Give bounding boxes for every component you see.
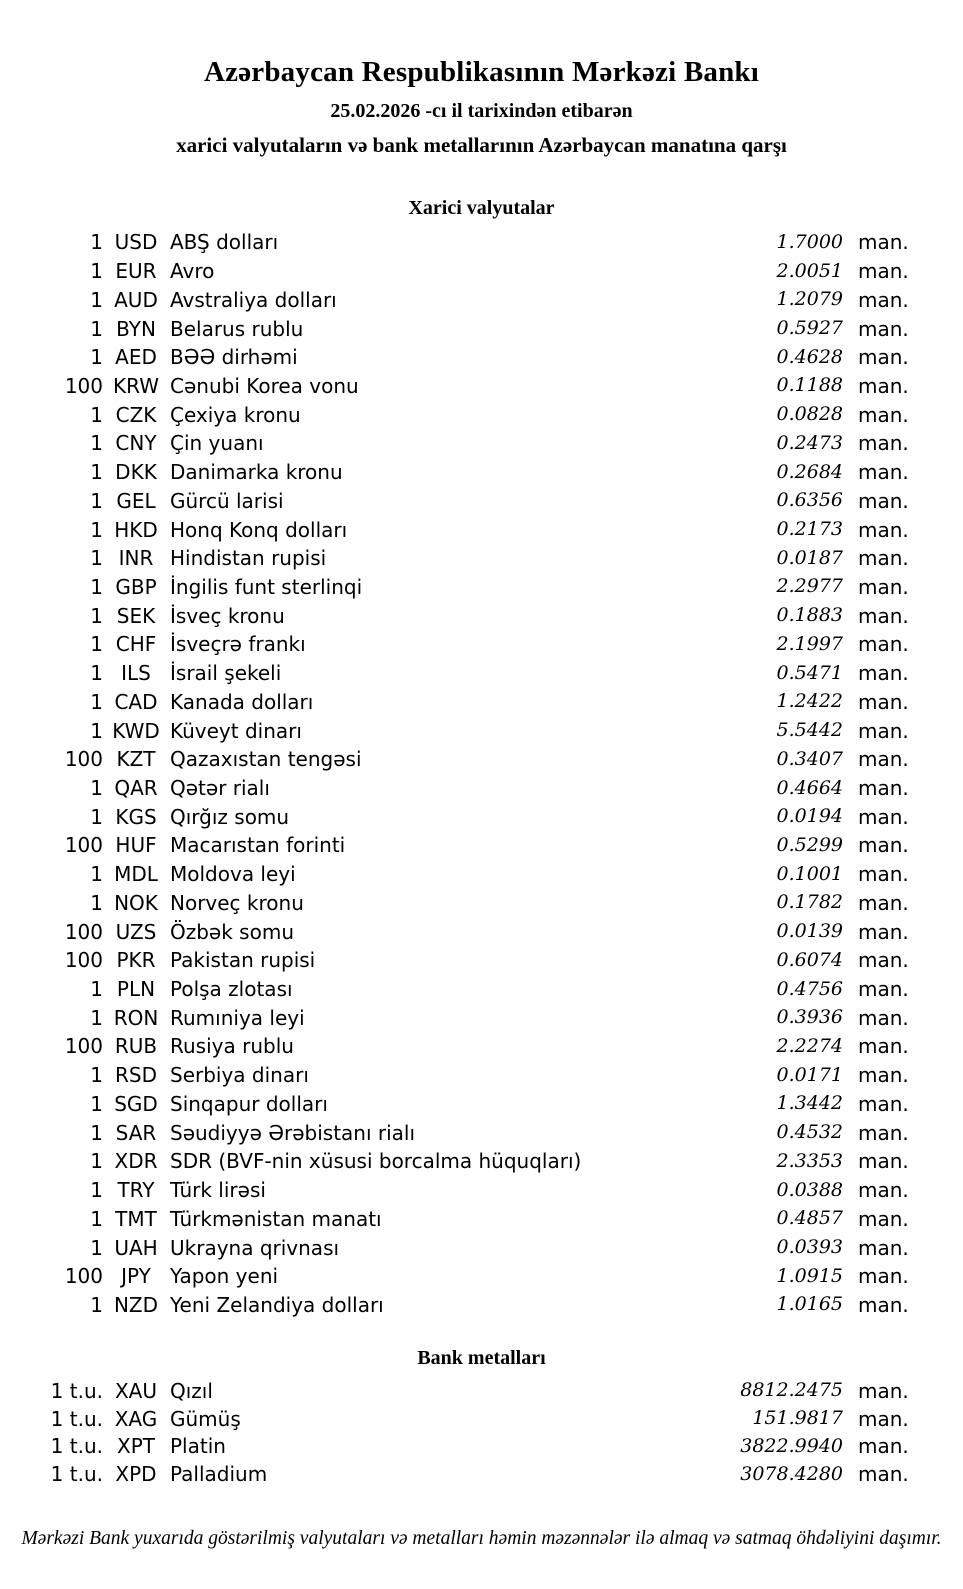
currency-row — [0, 1032, 963, 1061]
currency-row-rate: 1.2079 — [776, 288, 843, 311]
currency-row-name: BƏƏ dirhəmi — [170, 345, 298, 370]
currency-row-name: Yapon yeni — [170, 1264, 279, 1289]
currency-row-qty: 100 — [64, 919, 103, 944]
currency-row-qty: 1 — [90, 574, 103, 599]
currency-row-unit: man. — [858, 1292, 909, 1317]
currency-row-code: SAR — [115, 1120, 157, 1145]
currency-row-unit: man. — [858, 345, 909, 370]
metal-row — [0, 1433, 963, 1461]
metal-row-qty: 1 t.u. — [50, 1378, 103, 1403]
currency-row — [0, 400, 963, 429]
currency-row-name: Avstraliya dolları — [170, 287, 337, 312]
currency-row — [0, 946, 963, 975]
currency-row-name: Norveç kronu — [170, 890, 304, 915]
currency-row-unit: man. — [858, 1178, 909, 1203]
currency-row-name: İsveçrə frankı — [170, 632, 306, 657]
currency-row-qty: 1 — [90, 517, 103, 542]
currency-row-rate: 0.0139 — [776, 920, 843, 943]
currency-row-unit: man. — [858, 230, 909, 255]
currency-row-rate: 0.4664 — [776, 776, 843, 799]
currency-row-rate: 2.1997 — [776, 632, 843, 655]
currency-row-name: Gürcü larisi — [170, 488, 284, 513]
currency-row-unit: man. — [858, 1235, 909, 1260]
metal-row-name: Platin — [170, 1434, 226, 1459]
currency-row-qty: 1 — [90, 431, 103, 456]
currency-row-code: INR — [118, 546, 154, 571]
currency-row-unit: man. — [858, 948, 909, 973]
page-title: Azərbaycan Respublikasının Mərkəzi Bankı — [203, 56, 760, 88]
currency-row-unit: man. — [858, 488, 909, 513]
currency-row-unit: man. — [858, 1091, 909, 1116]
currency-row-qty: 100 — [64, 747, 103, 772]
currency-row-qty: 1 — [90, 661, 103, 686]
currencies-table — [0, 228, 963, 1319]
currency-row-unit: man. — [858, 1005, 909, 1030]
currency-row-name: Ukrayna qrivnası — [170, 1235, 340, 1260]
currency-row-qty: 1 — [90, 1206, 103, 1231]
currency-row-unit: man. — [858, 1063, 909, 1088]
currency-row-rate: 1.0915 — [776, 1264, 843, 1287]
currency-row-name: İsrail şekeli — [170, 661, 282, 686]
currency-row — [0, 917, 963, 946]
currency-row-name: Hindistan rupisi — [170, 546, 327, 571]
currency-row — [0, 802, 963, 831]
metal-row-name: Gümüş — [170, 1406, 241, 1431]
currency-row — [0, 429, 963, 458]
metal-row-name: Palladium — [170, 1462, 268, 1487]
currency-row-code: CNY — [115, 431, 157, 456]
currency-row — [0, 573, 963, 602]
currency-row-code: DKK — [115, 460, 157, 485]
currency-row-name: Macarıstan forinti — [170, 833, 346, 858]
disclaimer-note: Mərkəzi Bank yuxarıda göstərilmiş valyutaları və metalları həmin məzənnələr ilə almaq və satmaq öhdəliyini daşımır. — [21, 1528, 942, 1549]
metal-row-code: XAU — [114, 1378, 158, 1403]
currency-row-name: Qazaxıstan tengəsi — [170, 747, 362, 772]
currency-row-unit: man. — [858, 776, 909, 801]
currency-row-name: Yeni Zelandiya dolları — [170, 1292, 384, 1317]
currency-row-name: Qırğız somu — [170, 804, 290, 829]
currency-row-rate: 0.1782 — [776, 891, 843, 914]
currency-row-rate: 0.5927 — [776, 317, 843, 340]
currency-row-code: HUF — [115, 833, 157, 858]
currency-row-qty: 100 — [64, 1034, 103, 1059]
currency-row-qty: 1 — [90, 862, 103, 887]
currency-row-unit: man. — [858, 1034, 909, 1059]
currency-row — [0, 831, 963, 860]
currency-row-unit: man. — [858, 603, 909, 628]
currency-row-rate: 0.3407 — [776, 747, 843, 770]
currency-row-rate: 2.2274 — [776, 1034, 843, 1057]
currency-row-name: Avro — [170, 259, 215, 284]
currency-row — [0, 285, 963, 314]
currency-row-unit: man. — [858, 402, 909, 427]
currency-row-qty: 100 — [64, 948, 103, 973]
currency-row-qty: 100 — [64, 833, 103, 858]
currency-row-rate: 5.5442 — [776, 719, 843, 742]
currency-row-rate: 0.1001 — [776, 862, 843, 885]
currency-row-unit: man. — [858, 661, 909, 686]
currency-row-code: ILS — [121, 661, 151, 686]
currency-row-code: KZT — [116, 747, 156, 772]
currency-row — [0, 601, 963, 630]
currency-row — [0, 688, 963, 717]
currency-row-qty: 1 — [90, 804, 103, 829]
metal-row-code: XAG — [114, 1406, 158, 1431]
currency-row — [0, 860, 963, 889]
currency-row-rate: 0.0393 — [776, 1236, 843, 1259]
currency-row-name: Türk lirəsi — [170, 1178, 266, 1203]
metal-row-rate: 3078.4280 — [740, 1462, 843, 1485]
currency-row-qty: 100 — [64, 373, 103, 398]
currency-row-unit: man. — [858, 919, 909, 944]
currency-row — [0, 486, 963, 515]
currency-row-name: Kanada dolları — [170, 689, 314, 714]
currency-row-unit: man. — [858, 460, 909, 485]
currency-row-code: HKD — [114, 517, 158, 542]
currency-row-code: KRW — [113, 373, 159, 398]
currency-row-rate: 0.0194 — [776, 805, 843, 828]
currency-row-qty: 1 — [90, 230, 103, 255]
metal-row — [0, 1405, 963, 1433]
currency-row-qty: 1 — [90, 689, 103, 714]
currency-row-code: NZD — [113, 1292, 159, 1317]
currency-row-qty: 1 — [90, 460, 103, 485]
currency-row-qty: 1 — [90, 1120, 103, 1145]
currency-row-qty: 1 — [90, 1005, 103, 1030]
currency-row-rate: 0.2473 — [776, 431, 843, 454]
metal-row-qty: 1 t.u. — [50, 1462, 103, 1487]
currency-row-name: Rumıniya leyi — [170, 1005, 305, 1030]
currency-row-unit: man. — [858, 1120, 909, 1145]
currency-row-rate: 0.0828 — [776, 403, 843, 426]
currency-row-code: GBP — [115, 574, 157, 599]
currency-row-qty: 100 — [64, 1264, 103, 1289]
currency-row-qty: 1 — [90, 1178, 103, 1203]
metal-row-code: XPD — [115, 1462, 157, 1487]
currency-row-name: Danimarka kronu — [170, 460, 343, 485]
currency-row — [0, 1291, 963, 1320]
currency-row — [0, 774, 963, 803]
currency-row-qty: 1 — [90, 345, 103, 370]
currency-row-qty: 1 — [90, 776, 103, 801]
currency-row-name: Serbiya dinarı — [170, 1063, 309, 1088]
metal-row-unit: man. — [858, 1406, 909, 1431]
currency-row-unit: man. — [858, 259, 909, 284]
currency-row-code: SGD — [114, 1091, 158, 1116]
currency-row-rate: 0.6074 — [776, 948, 843, 971]
currency-row-code: SEK — [116, 603, 156, 628]
currency-row-code: NOK — [114, 890, 158, 915]
currency-row-code: EUR — [115, 259, 157, 284]
currency-row-name: Qətər rialı — [170, 776, 270, 801]
currency-row-code: TMT — [115, 1206, 157, 1231]
currency-row-unit: man. — [858, 632, 909, 657]
currency-row — [0, 458, 963, 487]
currency-row-name: SDR (BVF-nin xüsusi borcalma hüquqları) — [170, 1149, 582, 1174]
currency-row-unit: man. — [858, 977, 909, 1002]
currency-row-name: ABŞ dolları — [170, 230, 279, 255]
currency-row — [0, 1090, 963, 1119]
currency-row — [0, 889, 963, 918]
currency-row-qty: 1 — [90, 1149, 103, 1174]
currency-row-code: RON — [113, 1005, 159, 1030]
currency-row-name: Moldova leyi — [170, 862, 296, 887]
currency-row-qty: 1 — [90, 632, 103, 657]
currency-row — [0, 1147, 963, 1176]
currency-row-rate: 0.4532 — [776, 1121, 843, 1144]
currency-row-code: CZK — [115, 402, 157, 427]
currency-row-rate: 0.4857 — [776, 1207, 843, 1230]
currency-row-name: Honq Konq dolları — [170, 517, 348, 542]
currency-row-qty: 1 — [90, 977, 103, 1002]
metal-row-qty: 1 t.u. — [50, 1406, 103, 1431]
currency-row-code: PKR — [116, 948, 156, 973]
currency-row-qty: 1 — [90, 1292, 103, 1317]
currency-row-name: Sinqapur dolları — [170, 1091, 328, 1116]
currency-row-code: AED — [115, 345, 157, 370]
currency-row-name: Cənubi Korea vonu — [170, 373, 359, 398]
currency-row-unit: man. — [858, 1206, 909, 1231]
currency-row-unit: man. — [858, 431, 909, 456]
currency-row-unit: man. — [858, 1149, 909, 1174]
currency-row-unit: man. — [858, 517, 909, 542]
currency-row-qty: 1 — [90, 259, 103, 284]
currency-row-qty: 1 — [90, 287, 103, 312]
currency-row-rate: 0.4756 — [776, 977, 843, 1000]
metal-row-name: Qızıl — [170, 1378, 213, 1403]
effective-date: 25.02.2026 -cı il tarixindən etibarən — [330, 100, 633, 122]
currency-row-code: MDL — [114, 862, 158, 887]
currency-row-rate: 1.2422 — [776, 690, 843, 713]
currency-row — [0, 515, 963, 544]
currency-row-unit: man. — [858, 833, 909, 858]
currency-row — [0, 1233, 963, 1262]
currency-row-name: Çin yuanı — [170, 431, 264, 456]
currency-row-code: UZS — [115, 919, 157, 944]
currency-row-qty: 1 — [90, 546, 103, 571]
currency-row-code: RSD — [115, 1063, 157, 1088]
currency-row-unit: man. — [858, 804, 909, 829]
currency-row-unit: man. — [858, 574, 909, 599]
currency-row — [0, 1003, 963, 1032]
currency-row-rate: 0.1883 — [776, 604, 843, 627]
currency-row-name: İngilis funt sterlinqi — [170, 574, 363, 599]
currency-row — [0, 314, 963, 343]
currency-row-name: Pakistan rupisi — [170, 948, 316, 973]
currency-row-code: PLN — [116, 977, 156, 1002]
currency-row-name: Polşa zlotası — [170, 977, 293, 1002]
metal-row — [0, 1377, 963, 1405]
metal-row-unit: man. — [858, 1434, 909, 1459]
metal-row-rate: 3822.9940 — [740, 1434, 843, 1457]
currency-row-rate: 2.0051 — [776, 259, 843, 282]
currency-row-unit: man. — [858, 373, 909, 398]
currency-row — [0, 544, 963, 573]
metal-row-rate: 8812.2475 — [740, 1379, 843, 1402]
currency-row-unit: man. — [858, 546, 909, 571]
currency-row — [0, 228, 963, 257]
currency-row-rate: 0.3936 — [776, 1006, 843, 1029]
currency-row — [0, 343, 963, 372]
currency-row-code: GEL — [116, 488, 156, 513]
currency-row-code: TRY — [117, 1178, 155, 1203]
currency-row-code: AUD — [114, 287, 158, 312]
currency-row-qty: 1 — [90, 402, 103, 427]
currency-row-rate: 0.1188 — [776, 374, 843, 397]
currency-row-rate: 0.0171 — [776, 1063, 843, 1086]
currency-row-name: İsveç kronu — [170, 603, 285, 628]
currency-row-unit: man. — [858, 890, 909, 915]
currency-row — [0, 975, 963, 1004]
currency-row — [0, 372, 963, 401]
currency-row-name: Rusiya rublu — [170, 1034, 294, 1059]
metals-table — [0, 1377, 963, 1488]
currency-row-rate: 0.5299 — [776, 833, 843, 856]
metal-row-unit: man. — [858, 1462, 909, 1487]
currency-row-unit: man. — [858, 1264, 909, 1289]
currency-row-code: CHF — [115, 632, 157, 657]
currency-row-rate: 2.2977 — [776, 575, 843, 598]
currency-row-rate: 1.7000 — [776, 230, 843, 253]
currency-row — [0, 1176, 963, 1205]
currency-row-qty: 1 — [90, 316, 103, 341]
currencies-section-title: Xarici valyutalar — [408, 197, 555, 219]
currency-row-name: Çexiya kronu — [170, 402, 301, 427]
currency-row-unit: man. — [858, 287, 909, 312]
currency-row — [0, 1262, 963, 1291]
currency-row-unit: man. — [858, 316, 909, 341]
currency-row-name: Küveyt dinarı — [170, 718, 302, 743]
currency-row-rate: 2.3353 — [776, 1149, 843, 1172]
currency-row — [0, 716, 963, 745]
metal-row-rate: 151.9817 — [752, 1407, 843, 1430]
currency-row-code: JPY — [121, 1264, 151, 1289]
currency-row-qty: 1 — [90, 718, 103, 743]
currency-row-qty: 1 — [90, 1063, 103, 1088]
currency-row-name: Özbək somu — [170, 919, 294, 944]
currency-row-code: RUB — [114, 1034, 158, 1059]
currency-row-code: CAD — [114, 689, 158, 714]
currency-row-qty: 1 — [90, 603, 103, 628]
currency-row-rate: 0.0187 — [776, 546, 843, 569]
currency-row-qty: 1 — [90, 1091, 103, 1116]
currency-row-rate: 1.3442 — [776, 1092, 843, 1115]
currency-row — [0, 1061, 963, 1090]
currency-row-unit: man. — [858, 718, 909, 743]
metals-section-title: Bank metalları — [417, 1347, 546, 1369]
currency-row-qty: 1 — [90, 1235, 103, 1260]
currency-row-code: QAR — [114, 776, 158, 801]
currency-row-code: KGS — [115, 804, 157, 829]
currency-row-code: BYN — [116, 316, 156, 341]
currency-row — [0, 745, 963, 774]
currency-row-unit: man. — [858, 747, 909, 772]
currency-row-rate: 0.0388 — [776, 1178, 843, 1201]
metal-row-qty: 1 t.u. — [50, 1434, 103, 1459]
currency-row — [0, 659, 963, 688]
currency-row — [0, 1204, 963, 1233]
currency-row-code: UAH — [114, 1235, 158, 1260]
page-subtitle: xarici valyutaların və bank metallarının Azərbaycan manatına qarşı — [176, 133, 787, 157]
currency-row-name: Belarus rublu — [170, 316, 304, 341]
currency-row-name: Səudiyyə Ərəbistanı rialı — [170, 1120, 416, 1145]
currency-row-code: USD — [114, 230, 158, 255]
currency-row — [0, 257, 963, 286]
metal-row — [0, 1460, 963, 1488]
currency-row-code: KWD — [112, 718, 160, 743]
currency-row-rate: 1.0165 — [776, 1293, 843, 1316]
currency-row-rate: 0.4628 — [776, 345, 843, 368]
currency-row-rate: 0.6356 — [776, 489, 843, 512]
metal-row-code: XPT — [117, 1434, 155, 1459]
currency-row-code: XDR — [114, 1149, 158, 1174]
metal-row-unit: man. — [858, 1378, 909, 1403]
currency-row — [0, 630, 963, 659]
currency-row-rate: 0.2684 — [776, 460, 843, 483]
currency-row — [0, 1118, 963, 1147]
currency-row-qty: 1 — [90, 890, 103, 915]
currency-row-name: Türkmənistan manatı — [170, 1206, 382, 1231]
currency-row-qty: 1 — [90, 488, 103, 513]
currency-row-rate: 0.2173 — [776, 518, 843, 541]
currency-row-unit: man. — [858, 689, 909, 714]
currency-row-rate: 0.5471 — [776, 661, 843, 684]
currency-row-unit: man. — [858, 862, 909, 887]
